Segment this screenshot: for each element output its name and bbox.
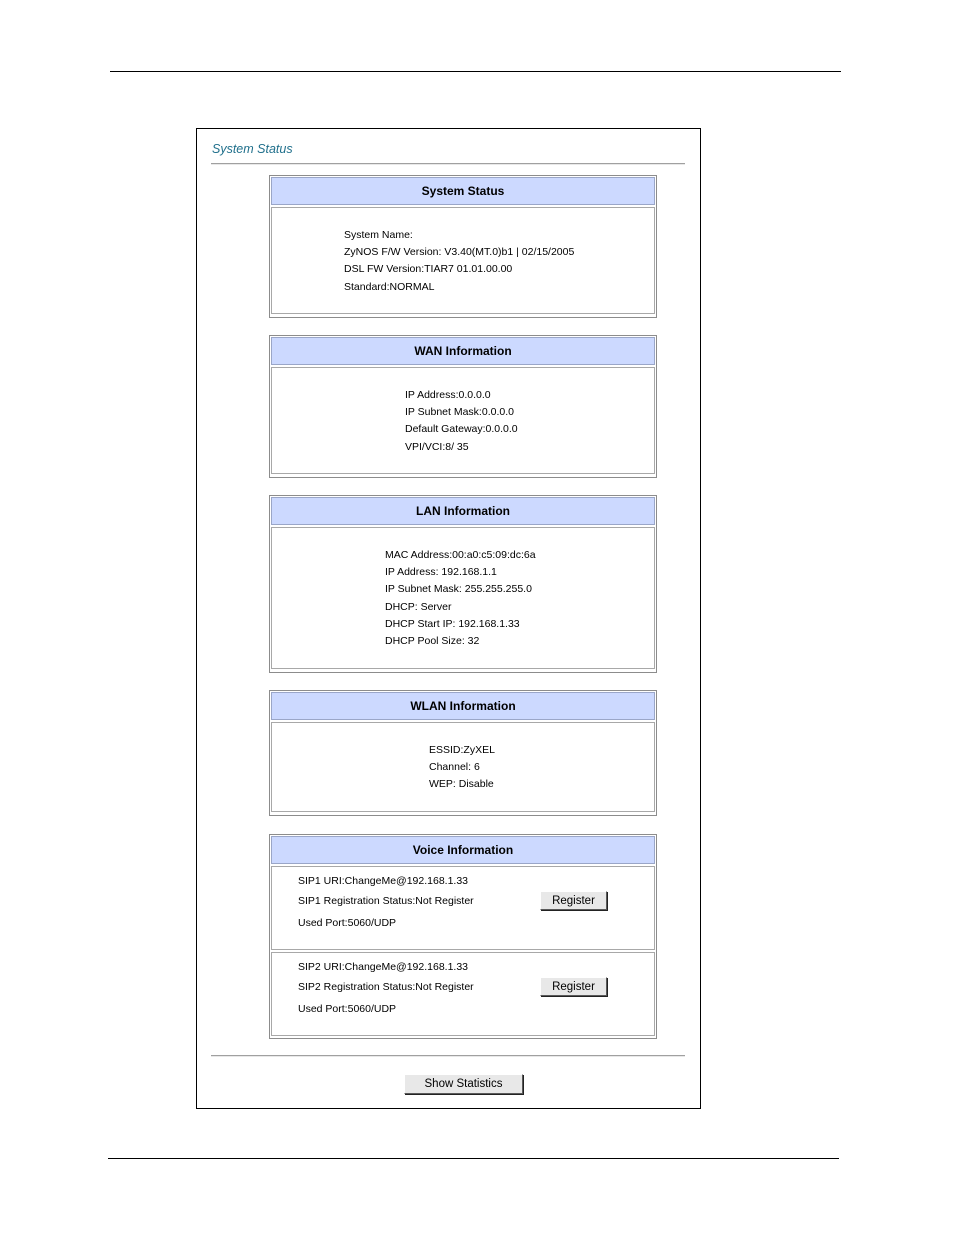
- lan-information-body: [271, 527, 655, 669]
- system-status-window: [196, 128, 701, 1109]
- wan-information-body: [271, 367, 655, 474]
- wan-information-panel: [269, 335, 657, 478]
- sip2-uri: SIP2 URI:ChangeMe@192.168.1.33: [298, 961, 469, 973]
- sip2-section: [271, 952, 655, 1036]
- page-header-rule: [110, 71, 841, 72]
- voice-information-header: Voice Information: [271, 836, 655, 864]
- lan-dhcp: DHCP: Server: [385, 600, 452, 613]
- sip1-register-button[interactable]: Register: [540, 891, 607, 910]
- system-name: System Name:: [344, 229, 413, 241]
- wlan-channel: Channel: 6: [429, 761, 480, 774]
- wlan-information-body: [271, 722, 655, 812]
- firmware-version: ZyNOS F/W Version: V3.40(MT.0)b1 | 02/15/2005: [344, 246, 575, 259]
- lan-information-lines: [385, 547, 536, 650]
- sip1-uri: SIP1 URI:ChangeMe@192.168.1.33: [298, 875, 469, 887]
- system-status-panel: [269, 175, 657, 318]
- sip1-section: [271, 866, 655, 950]
- wan-default-gateway: Default Gateway:0.0.0.0: [405, 423, 518, 436]
- lan-information-header: LAN Information: [271, 497, 655, 525]
- lan-mac-address: MAC Address:00:a0:c5:09:dc:6a: [385, 549, 536, 561]
- dsl-fw-version: DSL FW Version:TIAR7 01.01.00.00: [344, 263, 513, 276]
- title-divider: [211, 163, 685, 165]
- lan-dhcp-pool-size: DHCP Pool Size: 32: [385, 635, 480, 648]
- wan-vpi-vci: VPI/VCI:8/ 35: [405, 440, 469, 453]
- wan-information-lines: [405, 387, 518, 456]
- standard: Standard:NORMAL: [344, 280, 435, 293]
- lan-dhcp-start-ip: DHCP Start IP: 192.168.1.33: [385, 617, 520, 630]
- wlan-information-header: WLAN Information: [271, 692, 655, 720]
- wan-ip-address: IP Address:0.0.0.0: [405, 389, 491, 401]
- sip2-used-port: Used Port:5060/UDP: [298, 1003, 397, 1015]
- wan-information-header: WAN Information: [271, 337, 655, 365]
- sip1-registration-status: SIP1 Registration Status:Not Register: [298, 895, 474, 907]
- sip1-used-port: Used Port:5060/UDP: [298, 917, 397, 929]
- wan-subnet-mask: IP Subnet Mask:0.0.0.0: [405, 406, 514, 419]
- lan-information-panel: [269, 495, 657, 673]
- lan-ip-address: IP Address: 192.168.1.1: [385, 566, 497, 579]
- system-status-body: [271, 207, 655, 314]
- sip2-registration-status: SIP2 Registration Status:Not Register: [298, 981, 474, 993]
- wlan-information-panel: [269, 690, 657, 816]
- wlan-essid: ESSID:ZyXEL: [429, 744, 495, 756]
- footer-divider: [211, 1055, 685, 1057]
- page-footer-rule: [108, 1158, 839, 1159]
- lan-subnet-mask: IP Subnet Mask: 255.255.255.0: [385, 583, 532, 596]
- system-status-header: System Status: [271, 177, 655, 205]
- wlan-information-lines: [429, 742, 495, 794]
- page-title: System Status: [212, 142, 293, 156]
- voice-information-panel: [269, 834, 657, 1039]
- system-status-lines: [344, 227, 574, 296]
- wlan-wep: WEP: Disable: [429, 778, 494, 791]
- sip2-register-button[interactable]: Register: [540, 977, 607, 996]
- show-statistics-button[interactable]: Show Statistics: [404, 1074, 523, 1094]
